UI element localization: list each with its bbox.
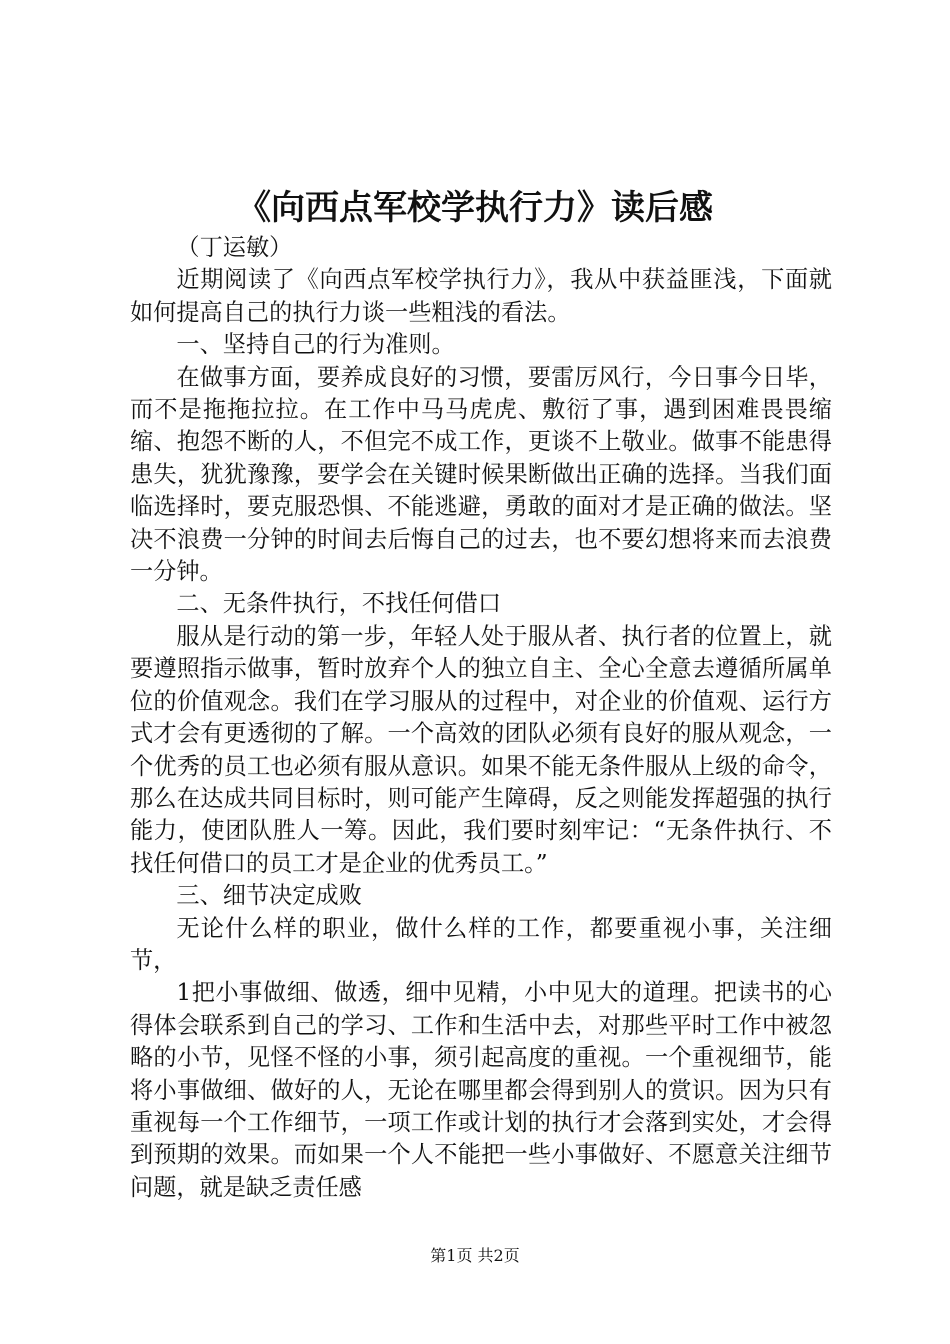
paragraph-section-3a: 无论什么样的职业，做什么样的工作，都要重视小事，关注细节， <box>130 914 832 974</box>
paragraph-section-1: 在做事方面，要养成良好的习惯，要雷厉风行，今日事今日毕，而不是拖拖拉拉。在工作中马马虎虎、敷衍了事，遇到困难畏畏缩缩、抱怨不断的人，不但完不成工作，更谈不上敬业。做事不能患得患失，犹犹豫豫，要学会在关键时候果断做出正确的选择。当我们面临选择时，要克服恐惧、不能逃避，勇敢的面对才是正确的做法。坚决不浪费一分钟的时间去后悔自己的过去，也不要幻想将来而去浪费一分钟。 <box>130 363 832 586</box>
page-title: 《向西点军校学执行力》读后感 <box>237 188 713 228</box>
paragraph-section-3b: 1把小事做细、做透，细中见精，小中见大的道理。把读书的心得体会联系到自己的学习、工作和生活中去，对那些平时工作中被忽略的小节，见怪不怪的小事，须引起高度的重视。一个重视细节，能将小事做细、做好的人，无论在哪里都会得到别人的赏识。因为只有重视每一个工作细节，一项工作或计划的执行才会落到实处，才会得到预期的效果。而如果一个人不能把一些小事做好、不愿意关注细节问题，就是缺乏责任感 <box>130 979 832 1201</box>
paragraph-intro: 近期阅读了《向西点军校学执行力》，我从中获益匪浅，下面就如何提高自己的执行力谈一些粗浅的看法。 <box>130 266 832 326</box>
section-heading-2: 二、无条件执行，不找任何借口 <box>176 590 502 618</box>
section-heading-1: 一、坚持自己的行为准则。 <box>176 331 455 359</box>
section-heading-3: 三、细节决定成败 <box>176 882 362 910</box>
author-line: （丁运敏） <box>176 234 293 261</box>
page-footer: 第1页 共2页 <box>430 1246 520 1265</box>
paragraph-section-2: 服从是行动的第一步，年轻人处于服从者、执行者的位置上，就要遵照指示做事，暂时放弃个人的独立自主、全心全意去遵循所属单位的价值观念。我们在学习服从的过程中，对企业的价值观、运行方式才会有更透彻的了解。一个高效的团队必须有良好的服从观念，一个优秀的员工也必须有服从意识。如果不能无条件服从上级的命令，那么在达成共同目标时，则可能产生障碍，反之则能发挥超强的执行能力，使团队胜人一筹。因此，我们要时刻牢记：“无条件执行、不找任何借口的员工才是企业的优秀员工。” <box>130 622 832 877</box>
document-body <box>130 232 832 1204</box>
